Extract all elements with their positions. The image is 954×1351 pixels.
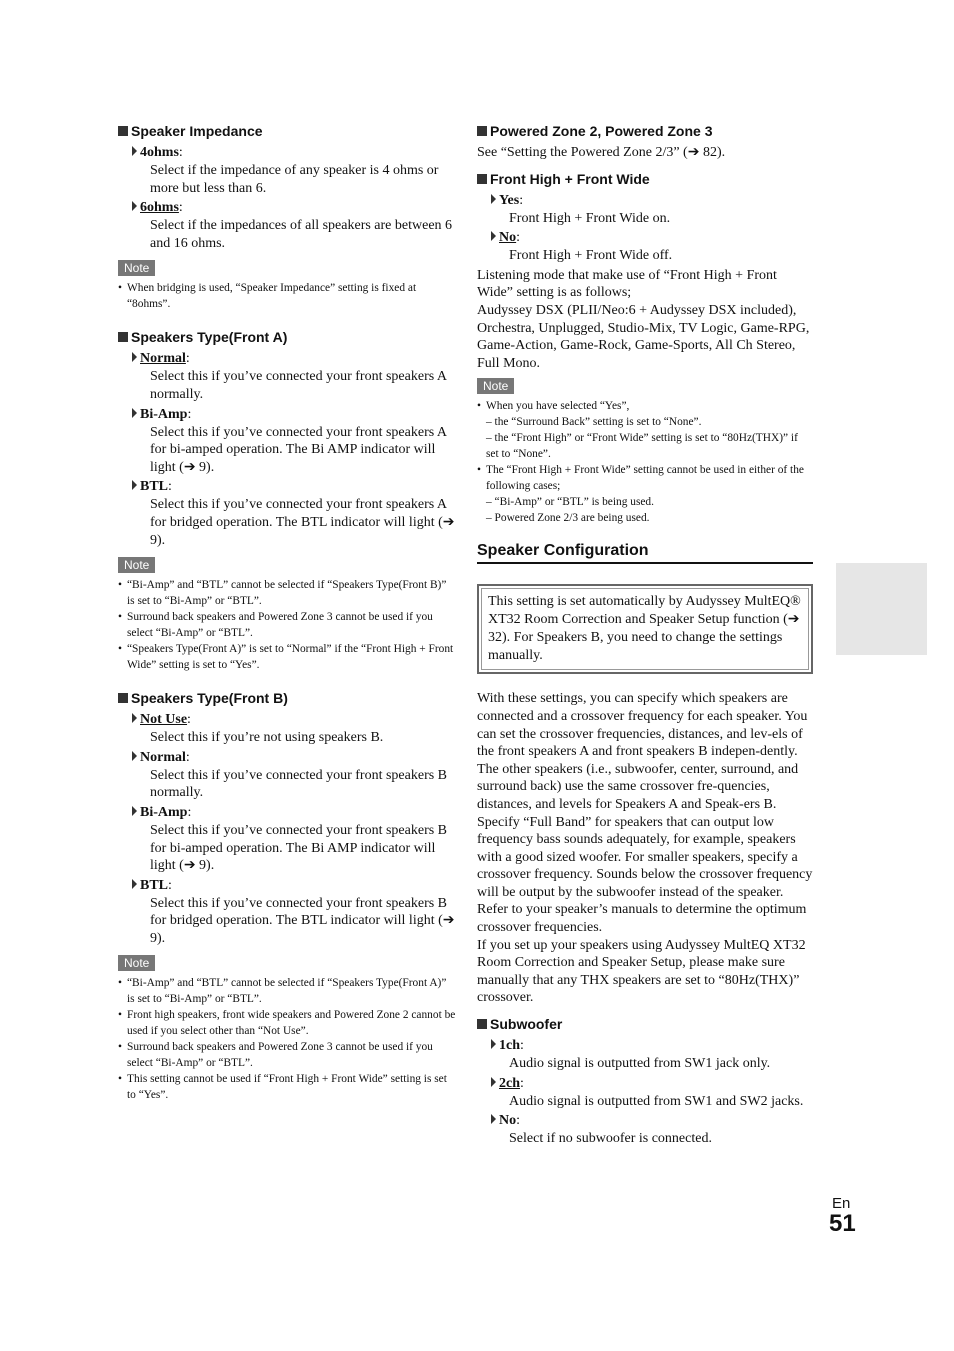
option-yes: Yes: bbox=[491, 192, 813, 209]
option-not-use: Not Use: bbox=[132, 711, 456, 728]
triangle-icon bbox=[491, 1114, 496, 1124]
triangle-icon bbox=[132, 713, 137, 723]
option-bi-amp: Bi-Amp: bbox=[132, 804, 456, 821]
option-desc: Select this if you’ve connected your front speakers A normally. bbox=[150, 369, 447, 402]
triangle-icon bbox=[132, 146, 137, 156]
note-item: • Surround back speakers and Powered Zone 3 cannot be used if you select “Bi-Amp” or “BTL”. bbox=[118, 1039, 456, 1071]
note-subitem: – “Bi-Amp” or “BTL” is being used. bbox=[486, 496, 654, 509]
note-badge: Note bbox=[118, 557, 155, 573]
note-list bbox=[477, 398, 813, 526]
page-language: En bbox=[832, 1195, 851, 1212]
paragraph: Listening mode that make use of “Front High + Front Wide” setting is as follows; bbox=[477, 267, 777, 301]
option-desc: Select this if you’ve connected your front speakers B for bridged operation. The BTL indicator will light (➔ 9). bbox=[150, 895, 455, 946]
note-badge: Note bbox=[118, 260, 155, 276]
paragraph: If you set up your speakers using Audyssey MultEQ XT32 Room Correction and Speaker Setup, please make sure manually that any THX speakers are set to “80Hz(THX)” crossover. bbox=[477, 937, 806, 1006]
note-badge: Note bbox=[118, 955, 155, 971]
option-desc: Select this if you’re not using speakers B. bbox=[150, 730, 384, 746]
note-item: • “Bi-Amp” and “BTL” cannot be selected if “Speakers Type(Front B)” is set to “Bi-Amp” or “BTL”. bbox=[118, 577, 456, 609]
triangle-icon bbox=[132, 352, 137, 362]
option-no: No: bbox=[491, 229, 813, 246]
option-desc: Audio signal is outputted from SW1 jack only. bbox=[509, 1056, 771, 1072]
note-item: • The “Front High + Front Wide” setting cannot be used in either of the following cases; bbox=[477, 462, 813, 494]
note-item: • “Speakers Type(Front A)” is set to “Normal” if the “Front High + Front Wide” setting is set to “Yes”. bbox=[118, 641, 456, 673]
triangle-icon bbox=[491, 231, 496, 241]
subwoofer-heading: Subwoofer bbox=[477, 1015, 813, 1033]
option-4ohms: 4ohms: bbox=[132, 144, 456, 161]
note-item: • Front high speakers, front wide speakers and Powered Zone 2 cannot be used if you select other than “Not Use”. bbox=[118, 1007, 456, 1039]
option-bi-amp: Bi-Amp: bbox=[132, 406, 456, 423]
option-desc: Audio signal is outputted from SW1 and SW2 jacks. bbox=[509, 1093, 804, 1109]
note-list bbox=[118, 280, 456, 312]
option-1ch: 1ch: bbox=[491, 1037, 813, 1054]
note-item: • “Bi-Amp” and “BTL” cannot be selected if “Speakers Type(Front A)” is set to “Bi-Amp” or “BTL”. bbox=[118, 975, 456, 1007]
chapter-tab bbox=[836, 563, 927, 655]
speaker-configuration-heading: Speaker Configuration bbox=[477, 542, 813, 564]
option-desc: Select if the impedances of all speakers are between 6 and 16 ohms. bbox=[150, 218, 453, 251]
triangle-icon bbox=[132, 806, 137, 816]
page-number: 51 bbox=[829, 1210, 856, 1237]
triangle-icon bbox=[132, 751, 137, 761]
right-column bbox=[477, 122, 813, 1150]
note-item: • When you have selected “Yes”, bbox=[477, 398, 813, 414]
option-normal: Normal: bbox=[132, 749, 456, 766]
option-desc: Select this if you’ve connected your front speakers B normally. bbox=[150, 767, 448, 801]
note-list bbox=[118, 577, 456, 673]
note-item: • This setting cannot be used if “Front High + Front Wide” setting is set to “Yes”. bbox=[118, 1071, 456, 1103]
option-6ohms: 6ohms: bbox=[132, 199, 456, 216]
triangle-icon bbox=[491, 194, 496, 204]
option-desc: Select if the impedance of any speaker is 4 ohms or more but less than 6. bbox=[150, 163, 439, 196]
auto-setting-text: This setting is set automatically by Audyssey MultEQ® XT32 Room Correction and Speaker Setup function (➔ 32). For Speakers B, you need to change the settings manually. bbox=[481, 588, 809, 670]
option-normal: Normal: bbox=[132, 350, 456, 367]
triangle-icon bbox=[491, 1077, 496, 1087]
note-subitem: – the “Front High” or “Front Wide” setting is set to “80Hz(THX)” if set to “None”. bbox=[486, 432, 798, 461]
triangle-icon bbox=[132, 879, 137, 889]
auto-setting-box bbox=[477, 584, 813, 674]
note-subitem: – Powered Zone 2/3 are being used. bbox=[486, 512, 650, 525]
speakers-type-b-heading: Speakers Type(Front B) bbox=[118, 689, 456, 707]
note-list bbox=[118, 975, 456, 1103]
option-desc: Front High + Front Wide off. bbox=[509, 248, 673, 264]
option-desc: Front High + Front Wide on. bbox=[509, 210, 671, 226]
option-desc: Select this if you’ve connected your front speakers B for bi-amped operation. The Bi AMP indicator will light (➔ 9). bbox=[150, 822, 448, 874]
paragraph: Audyssey DSX (PLII/Neo:6 + Audyssey DSX included), Orchestra, Unplugged, Studio-Mix, TV Logic, Game-RPG, Game-Action, Game-Rock, Game-Sports, All Ch Stereo, Full Mono. bbox=[477, 302, 810, 371]
front-high-wide-heading: Front High + Front Wide bbox=[477, 170, 813, 188]
triangle-icon bbox=[491, 1039, 496, 1049]
option-desc: Select this if you’ve connected your front speakers A for bi-amped operation. The Bi AMP indicator will light (➔ 9). bbox=[150, 424, 447, 475]
option-btl: BTL: bbox=[132, 478, 456, 495]
paragraph: With these settings, you can specify which speakers are connected and a crossover frequency for each speaker. You can set the crossover frequencies, distances, and lev-els of the front speakers A and front speakers B indepen-dently. The other speakers (i.e., subwoofer, center, surround, and surround back) use the same crossover fre-quencies, distances, and levels for Speakers A and Speak-ers B. Specify “Full Band” for speakers that can output low frequency bass sounds adequately, for example, speakers with a good sized woofer. For smaller speakers, specify a crossover frequency. Sounds below the crossover frequency will be output by the subwoofer instead of the speaker. Refer to your speaker’s manuals to determine the optimum crossover frequencies. bbox=[477, 691, 813, 936]
option-btl: BTL: bbox=[132, 877, 456, 894]
zone-text: See “Setting the Powered Zone 2/3” (➔ 82). bbox=[477, 145, 726, 160]
option-desc: Select this if you’ve connected your front speakers A for bridged operation. The BTL indicator will light (➔ 9). bbox=[150, 497, 455, 548]
note-badge: Note bbox=[477, 378, 514, 394]
note-item: • Surround back speakers and Powered Zone 3 cannot be used if you select “Bi-Amp” or “BTL”. bbox=[118, 609, 456, 641]
option-no: No: bbox=[491, 1112, 813, 1129]
triangle-icon bbox=[132, 408, 137, 418]
powered-zone-heading: Powered Zone 2, Powered Zone 3 bbox=[477, 122, 813, 140]
speakers-type-a-heading: Speakers Type(Front A) bbox=[118, 328, 456, 346]
left-column bbox=[118, 122, 456, 1111]
triangle-icon bbox=[132, 201, 137, 211]
note-item: • When bridging is used, “Speaker Impedance” setting is fixed at “8ohms”. bbox=[118, 280, 456, 312]
speaker-impedance-heading: Speaker Impedance bbox=[118, 122, 456, 140]
option-2ch: 2ch: bbox=[491, 1075, 813, 1092]
option-desc: Select if no subwoofer is connected. bbox=[509, 1131, 712, 1147]
note-subitem: – the “Surround Back” setting is set to “None”. bbox=[486, 416, 702, 429]
triangle-icon bbox=[132, 480, 137, 490]
